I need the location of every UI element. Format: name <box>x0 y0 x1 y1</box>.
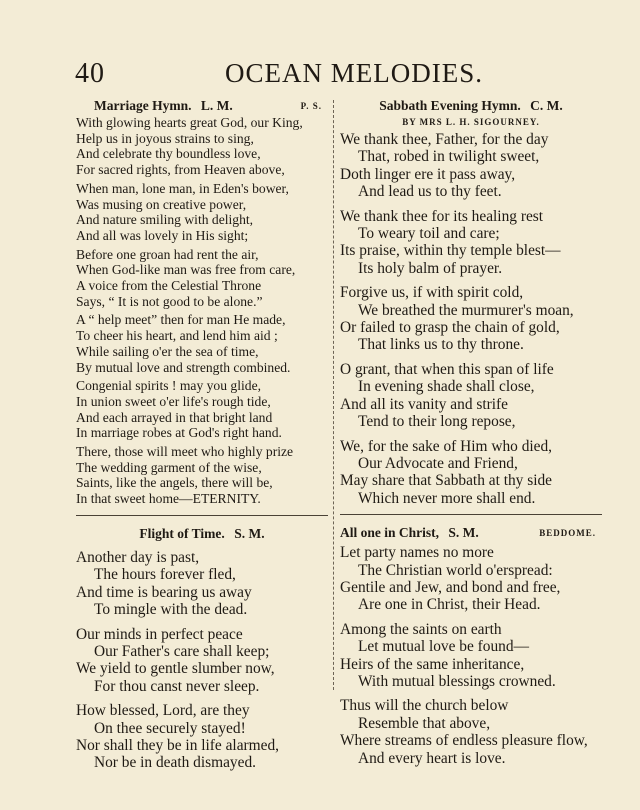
hymn-title: All one in Christ, S. M. BEDDOME. <box>340 525 596 541</box>
stanza: When man, lone man, in Eden's bower, Was musing on creative power, And nature smiling with delight, And all was lovely in His sight; <box>76 180 289 243</box>
hymn-all-one-in-christ <box>340 524 602 767</box>
hymn-title: Flight of Time. S. M. <box>139 525 265 541</box>
hymn-byline: BY MRS L. H. SIGOURNEY. <box>402 117 540 127</box>
hymn-sabbath-evening <box>340 97 602 507</box>
running-title: OCEAN MELODIES. <box>225 58 483 88</box>
page-header <box>75 58 483 98</box>
stanza: We, for the sake of Him who died, Our Advocate and Friend, May share that Sabbath at thy side Which never more shall end. <box>340 437 553 507</box>
hymn-title: Sabbath Evening Hymn. C. M. <box>379 98 563 113</box>
column-divider <box>333 100 334 690</box>
hymn-title: Marriage Hymn. L. M. P. S. <box>94 98 322 113</box>
section-rule <box>76 515 328 516</box>
stanza: A “ help meet” then for man He made, To cheer his heart, and lend him aid ; While sailing o'er the sea of time, By mutual love and strength combined. <box>76 312 291 375</box>
hymn-flight-of-time <box>76 525 328 772</box>
hymn-source-note: P. S. <box>300 101 322 111</box>
stanza: Congenial spirits ! may you glide, In union sweet o'er life's rough tide, And each arrayed in that bright land In marriage robes at God's right hand. <box>76 378 282 441</box>
left-column <box>76 97 328 779</box>
hymn-marriage <box>76 97 328 507</box>
stanza: How blessed, Lord, are they On thee securely stayed! Nor shall they be in life alarmed, Nor be in death dismayed. <box>76 702 280 772</box>
page-number: 40 <box>75 58 105 89</box>
stanza: Thus will the church below Resemble that above, Where streams of endless pleasure flow, And every heart is love. <box>340 697 588 767</box>
stanza: We thank thee, Father, for the day That, robed in twilight sweet, Doth linger ere it pass away, And lead us to thy feet. <box>340 131 549 201</box>
stanza: With glowing hearts great God, our King, Help us in joyous strains to sing, And celebrate thy boundless love, For sacred rights, from Heaven above, <box>76 115 303 178</box>
stanza: We thank thee for its healing rest To weary toil and care; Its praise, within thy temple blest— Its holy balm of prayer. <box>340 207 561 277</box>
stanza: Our minds in perfect peace Our Father's care shall keep; We yield to gentle slumber now, For thou canst never sleep. <box>76 625 275 695</box>
stanza: Among the saints on earth Let mutual love be found— Heirs of the same inheritance, With mutual blessings crowned. <box>340 620 556 690</box>
stanza: Forgive us, if with spirit cold, We breathed the murmurer's moan, Or failed to grasp the chain of gold, That links us to thy throne. <box>340 284 574 354</box>
stanza: Another day is past, The hours forever fled, And time is bearing us away To mingle with the dead. <box>76 548 252 619</box>
stanza: O grant, that when this span of life In evening shade shall close, And all its vanity and strife Tend to their long repose, <box>340 360 554 431</box>
section-rule <box>340 514 602 515</box>
stanza: Let party names no more The Christian world o'erspread: Gentile and Jew, and bond and free, Are one in Christ, their Head. <box>340 544 561 614</box>
right-column <box>340 97 602 774</box>
stanza: There, those will meet who highly prize The wedding garment of the wise, Saints, like the angels, there will be, In that sweet home—ETERNITY. <box>76 444 294 507</box>
hymn-author: BEDDOME. <box>539 528 596 539</box>
stanza: Before one groan had rent the air, When God-like man was free from care, A voice from the Celestial Throne Says, “ It is not good to be alone.” <box>76 246 296 309</box>
